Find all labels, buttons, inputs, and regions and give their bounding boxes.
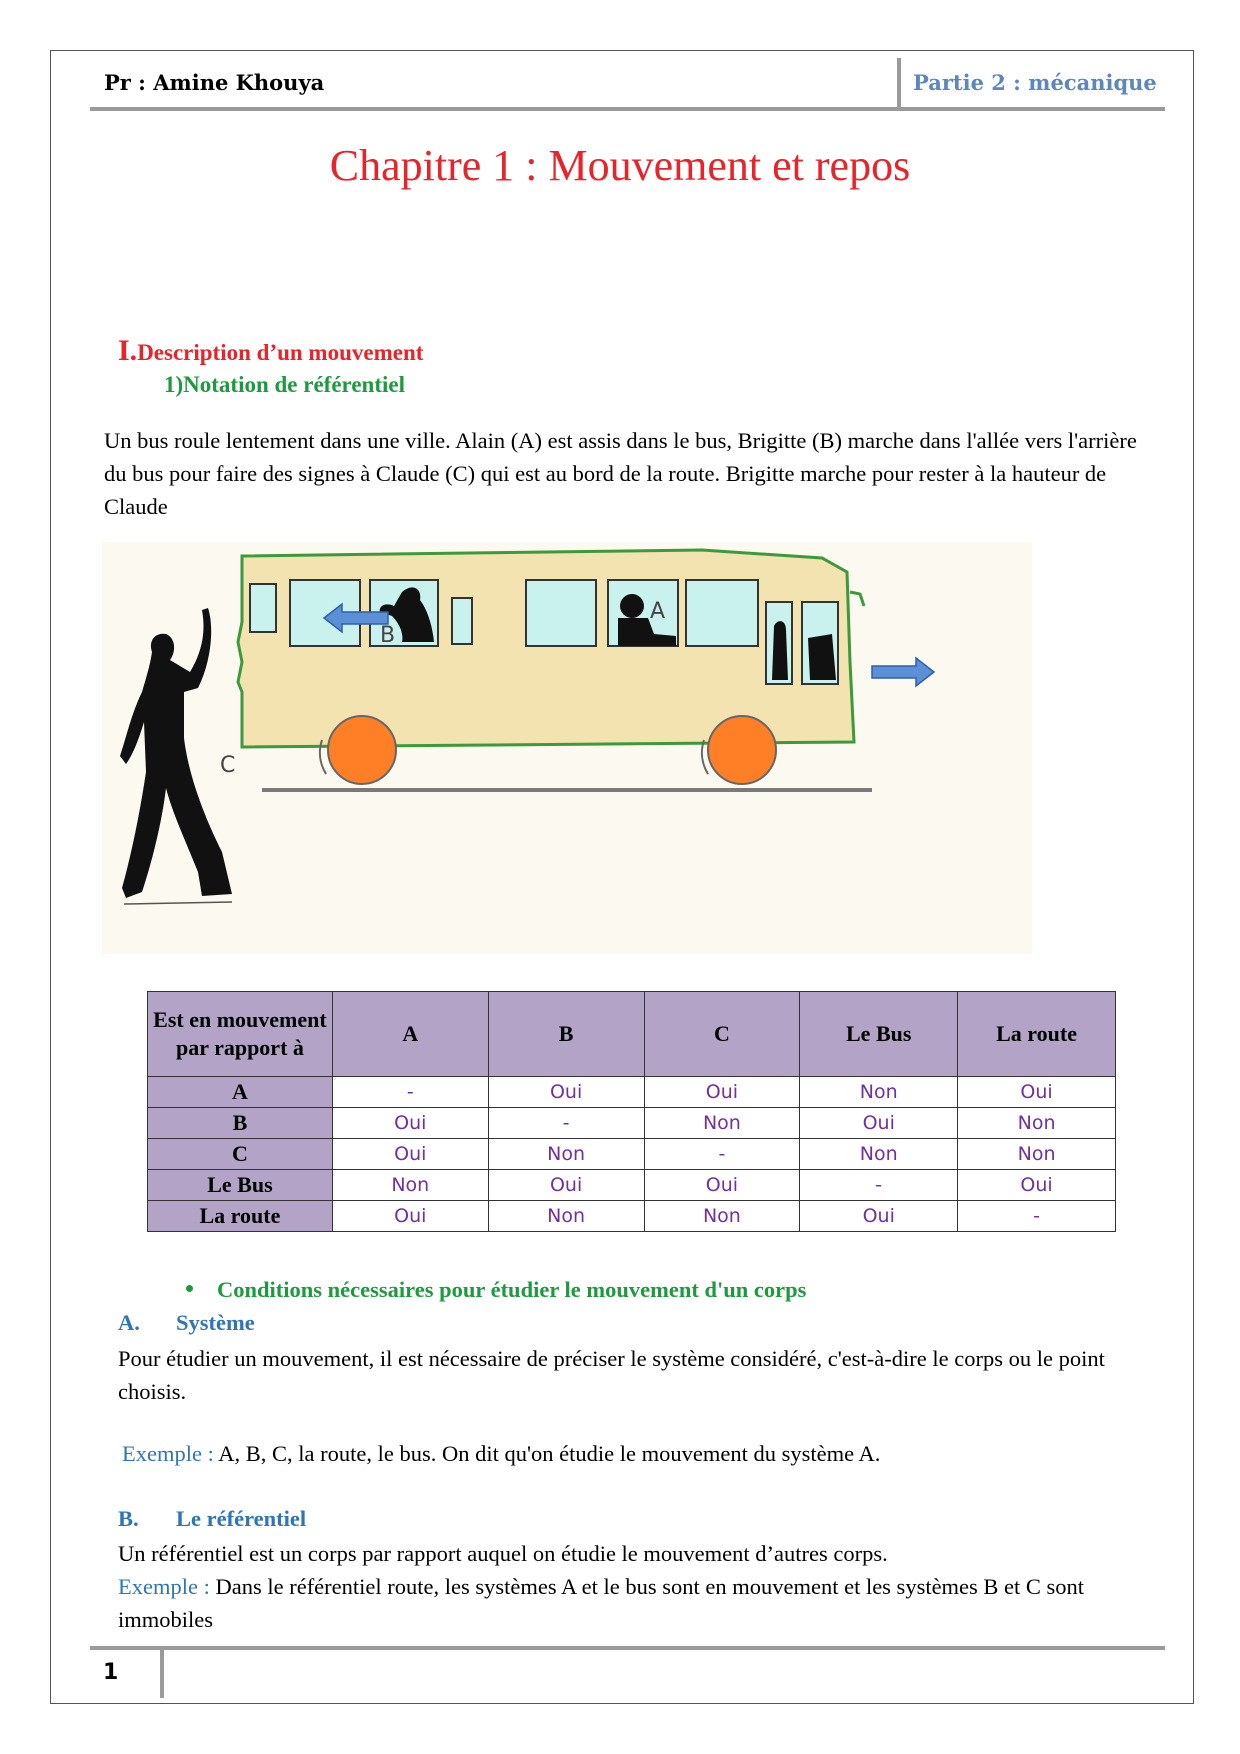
row-header: B — [148, 1108, 333, 1139]
table-row — [148, 1170, 1116, 1201]
part-A-letter: A. — [118, 1310, 140, 1335]
table-cell: Non — [958, 1139, 1116, 1170]
table-cell: Oui — [800, 1108, 958, 1139]
conditions-bullet — [186, 1277, 806, 1303]
table-cell: Oui — [332, 1139, 488, 1170]
example-text: A, B, C, la route, le bus. On dit qu'on étudie le mouvement du système A. — [218, 1441, 881, 1466]
section-title: Description d’un mouvement — [137, 340, 424, 365]
table-cell: Non — [800, 1077, 958, 1108]
part-B-text: Un référentiel est un corps par rapport auquel on étudie le mouvement d’autres corps. — [118, 1541, 888, 1566]
part-A-title: Système — [176, 1310, 255, 1335]
conditions-text: Conditions nécessaires pour étudier le mouvement d'un corps — [217, 1277, 807, 1302]
table-cell: - — [488, 1108, 644, 1139]
chapter-title: Chapitre 1 : Mouvement et repos — [329, 141, 911, 190]
table-cell: Non — [800, 1139, 958, 1170]
table-cell: Non — [488, 1139, 644, 1170]
table-cell: - — [644, 1139, 800, 1170]
part-A-example — [122, 1441, 880, 1467]
table-cell: Non — [644, 1201, 800, 1232]
label-A: A — [650, 599, 666, 624]
table-cell: Oui — [958, 1077, 1116, 1108]
intro-paragraph: Un bus roule lentement dans une ville. Alain (A) est assis dans le bus, Brigitte (B) marche dans l'allée vers l'arrière du bus pour faire des signes à Claude (C) qui est au bord de la route. Brigitte marche pour rester à la hauteur de Claude — [104, 428, 1137, 519]
header-author: Pr : Amine Khouya — [104, 70, 325, 95]
part-B-letter: B. — [118, 1506, 139, 1531]
table-cell: Oui — [800, 1201, 958, 1232]
table-cell: Oui — [644, 1077, 800, 1108]
column-header: B — [488, 992, 644, 1077]
front-wheel — [708, 716, 776, 784]
rear-wheel — [328, 716, 396, 784]
part-A-text: Pour étudier un mouvement, il est nécessaire de préciser le système considéré, c'est-à-dire le corps ou le point choisis. — [118, 1346, 1105, 1404]
motion-table — [147, 991, 1116, 1232]
table-cell: Non — [332, 1170, 488, 1201]
bullet-icon — [186, 1285, 193, 1292]
table-row — [148, 1077, 1116, 1108]
column-header: La route — [958, 992, 1116, 1077]
table-corner-header: Est en mouvement par rapport à — [148, 992, 333, 1077]
table-cell: Oui — [332, 1108, 488, 1139]
table-cell: Oui — [488, 1170, 644, 1201]
row-header: La route — [148, 1201, 333, 1232]
section-heading — [118, 334, 423, 368]
table-cell: - — [958, 1201, 1116, 1232]
table-cell: Non — [644, 1108, 800, 1139]
table-cell: - — [800, 1170, 958, 1201]
header-rule — [90, 107, 1165, 111]
row-header: C — [148, 1139, 333, 1170]
table-cell: - — [332, 1077, 488, 1108]
header-divider — [897, 58, 901, 110]
example-text: Dans le référentiel route, les systèmes A et le bus sont en mouvement et les systèmes B et C sont immobiles — [118, 1574, 1085, 1632]
example-label: Exemple : — [118, 1574, 216, 1599]
header-part: Partie 2 : mécanique — [913, 70, 1157, 95]
row-header: Le Bus — [148, 1170, 333, 1201]
row-header: A — [148, 1077, 333, 1108]
table-cell: Non — [958, 1108, 1116, 1139]
table-cell: Oui — [488, 1077, 644, 1108]
footer-divider — [160, 1648, 164, 1698]
table-cell: Oui — [958, 1170, 1116, 1201]
table-row — [148, 1139, 1116, 1170]
table-row — [148, 1108, 1116, 1139]
column-header: A — [332, 992, 488, 1077]
part-B-heading — [118, 1506, 306, 1532]
table-cell: Oui — [644, 1170, 800, 1201]
bus-scene — [102, 542, 1032, 954]
column-header: C — [644, 992, 800, 1077]
bus-illustration — [102, 542, 1032, 954]
table-cell: Non — [488, 1201, 644, 1232]
label-B: B — [380, 623, 396, 648]
part-B-example — [118, 1570, 1158, 1636]
table-row — [148, 1201, 1116, 1232]
example-label: Exemple : — [122, 1441, 219, 1466]
column-header: Le Bus — [800, 992, 958, 1077]
section-number: I. — [118, 334, 138, 367]
footer-rule — [90, 1646, 1165, 1650]
part-A-heading — [118, 1310, 255, 1336]
part-B-title: Le référentiel — [176, 1506, 307, 1531]
subsection-heading: 1)Notation de référentiel — [164, 372, 405, 397]
table-cell: Oui — [332, 1201, 488, 1232]
label-C: C — [220, 753, 236, 778]
page-number: 1 — [103, 1660, 119, 1685]
